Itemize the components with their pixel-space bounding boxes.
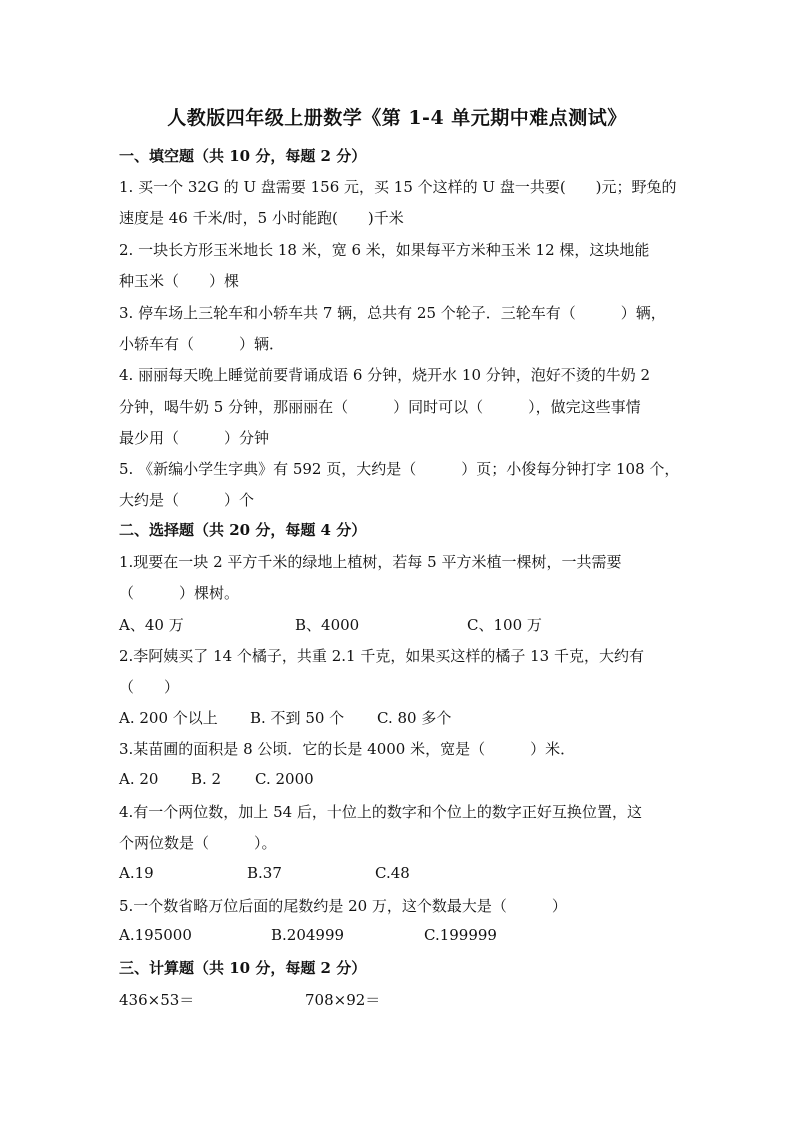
- option-b: B. 2: [191, 770, 222, 788]
- section-heading-calculation: 三、计算题（共 10 分，每题 2 分）: [119, 959, 367, 977]
- question-line: 5. 《新编小学生字典》有 592 页，大约是（ ）页；小俊每分钟打字 108 个，: [119, 460, 680, 478]
- question-line: （ ）: [119, 678, 180, 696]
- section-heading-multiple-choice: 二、选择题（共 20 分，每题 4 分）: [119, 521, 367, 539]
- option-a: A.195000: [119, 926, 192, 944]
- question-line: 4. 丽丽每天晚上睡觉前要背诵成语 6 分钟，烧开水 10 分钟，泡好不烫的牛奶 2: [119, 366, 651, 384]
- option-c: C. 80 多个: [377, 709, 452, 727]
- option-c: C. 2000: [255, 770, 314, 788]
- question-line: 1. 买一个 32G 的 U 盘需要 156 元，买 15 个这样的 U 盘一共要( )元；野兔的: [119, 178, 677, 196]
- option-a: A. 200 个以上: [119, 709, 218, 727]
- question-line: 大约是（ ）个: [119, 491, 255, 509]
- option-c: C、100 万: [467, 616, 542, 634]
- question-line: 4.有一个两位数，加上 54 后，十位上的数字和个位上的数字正好互换位置，这: [119, 803, 642, 821]
- question-line: 2. 一块长方形玉米地长 18 米，宽 6 米，如果每平方米种玉米 12 棵，这块地能: [119, 241, 650, 259]
- question-line: 3. 停车场上三轮车和小轿车共 7 辆，总共有 25 个轮子．三轮车有（ ）辆，: [119, 304, 666, 322]
- option-b: B. 不到 50 个: [250, 709, 345, 727]
- question-line: 3.某苗圃的面积是 8 公顷．它的长是 4000 米，宽是（ ）米．: [119, 740, 576, 758]
- question-line: 个两位数是（ ）。: [119, 834, 277, 852]
- option-b: B、4000: [295, 616, 360, 634]
- question-line: 1.现要在一块 2 平方千米的绿地上植树，若每 5 平方米植一棵树，一共需要: [119, 553, 622, 571]
- question-line: 最少用（ ）分钟: [119, 429, 270, 447]
- section-heading-fill-in: 一、填空题（共 10 分，每题 2 分）: [119, 147, 367, 165]
- question-line: （ ）棵树。: [119, 584, 240, 602]
- option-b: B.204999: [271, 926, 345, 944]
- option-a: A、40 万: [119, 616, 184, 634]
- calculation-item: 708×92＝: [305, 991, 381, 1009]
- question-line: 小轿车有（ ）辆．: [119, 335, 285, 353]
- question-line: 5.一个数省略万位后面的尾数约是 20 万，这个数最大是（ ）: [119, 897, 567, 915]
- question-line: 种玉米（ ）棵: [119, 272, 240, 290]
- question-line: 分钟，喝牛奶 5 分钟，那丽丽在（ ）同时可以（ ），做完这些事情: [119, 398, 641, 416]
- calculation-item: 436×53＝: [119, 991, 195, 1009]
- question-line: 2.李阿姨买了 14 个橘子，共重 2.1 千克，如果买这样的橘子 13 千克，大约有: [119, 647, 644, 665]
- option-b: B.37: [247, 864, 282, 882]
- option-a: A. 20: [119, 770, 159, 788]
- option-a: A.19: [119, 864, 154, 882]
- option-c: C.199999: [424, 926, 497, 944]
- page-title: 人教版四年级上册数学《第 1-4 单元期中难点测试》: [167, 107, 627, 129]
- question-line: 速度是 46 千米/时，5 小时能跑( )千米: [119, 209, 404, 227]
- option-c: C.48: [375, 864, 410, 882]
